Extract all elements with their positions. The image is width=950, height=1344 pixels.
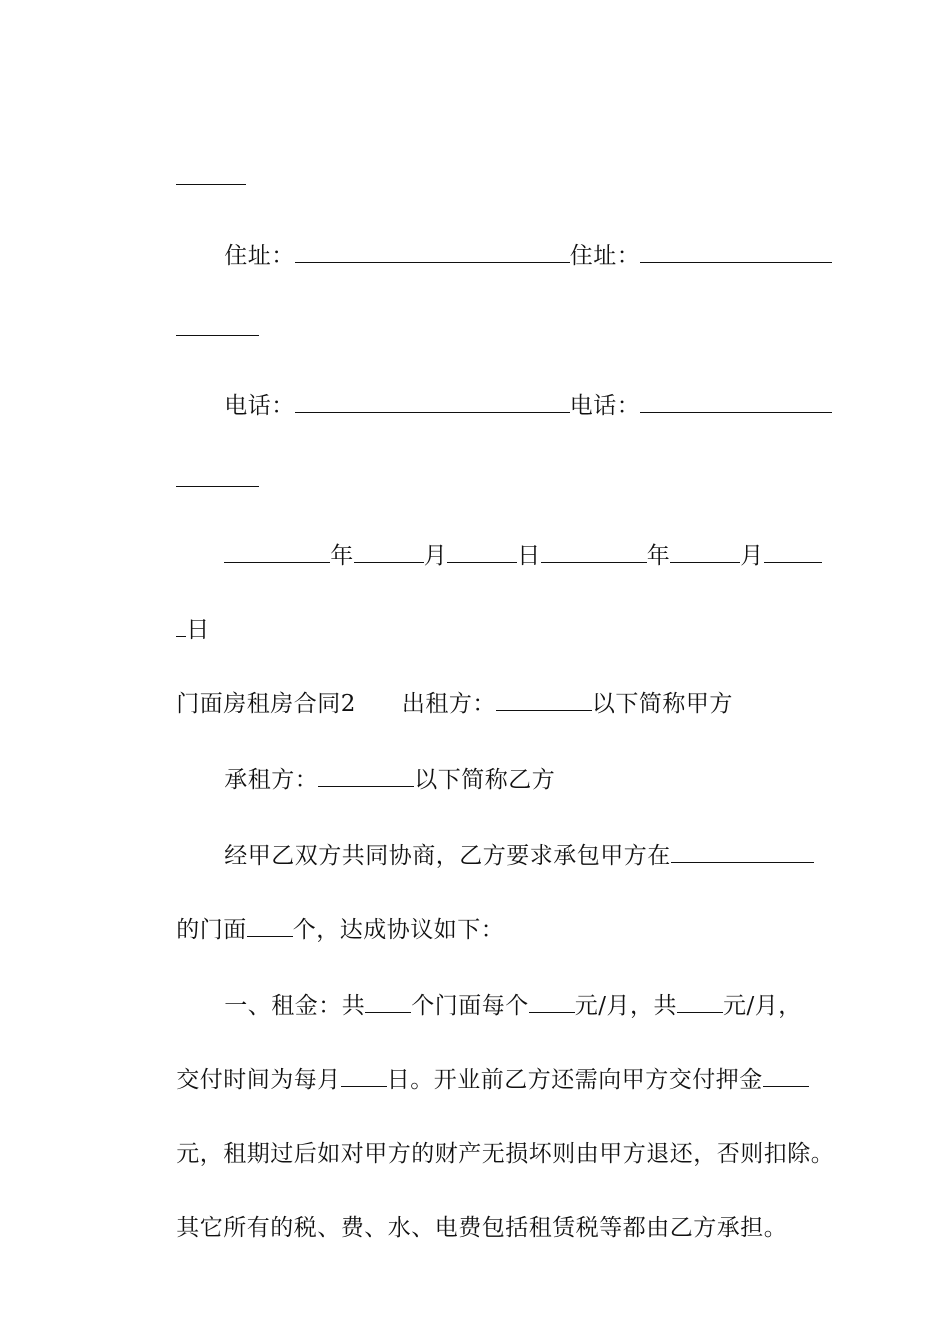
fill-blank [224,540,330,563]
fill-blank [677,990,723,1013]
fill-blank [763,1064,809,1087]
fill-blank [176,464,259,487]
date-month-label: 月 [423,543,448,569]
rent-text: 一、租金：共 [224,993,366,1019]
lessee-label: 承租方： [224,767,319,793]
rent-text: 交付时间为每月 [176,1067,341,1093]
rent-text: 元/月，共 [574,993,677,1019]
fill-blank [176,313,259,336]
rent-text: 日。开业前乙方还需向甲方交付押金 [386,1067,763,1093]
rent-text: 元，租期过后如对甲方的财产无损坏则由甲方退还，否则扣除。 [176,1141,835,1167]
date-year-label: 年 [330,543,354,569]
intro-text: 个，达成协议如下： [292,917,505,943]
lessor-suffix: 以下简称甲方 [591,691,733,717]
fill-blank [247,914,293,937]
date-row [193,510,822,601]
fill-blank [764,540,822,563]
rent-text: 其它所有的税、费、水、电费包括租赁税等都由乙方承担。 [176,1215,788,1241]
address-label-lessor: 住址： [224,243,295,269]
phone-label-lessor: 电话： [224,393,295,419]
date-day-label: 日 [517,543,541,569]
fill-blank [496,688,592,711]
fill-blank [541,540,647,563]
fill-blank [640,390,832,413]
fill-blank [354,540,424,563]
fill-blank [529,990,575,1013]
address-label-lessee: 住址： [569,243,641,269]
fill-blank [365,990,411,1013]
fill-blank [295,390,570,413]
fill-blank [670,540,740,563]
rent-text: 个门面每个 [411,993,529,1019]
date-day-label: 日 [186,617,210,643]
lessor-label: 出租方： [401,691,496,717]
phone-row [193,360,832,451]
fill-blank [447,540,517,563]
rent-text: 元/月， [723,993,802,1019]
contract-title: 门面房租房合同2 [176,691,356,717]
phone-label-lessee: 电话： [569,393,641,419]
fill-blank [176,162,246,185]
fill-blank [295,240,570,263]
rent-clause-line-4 [145,1183,787,1273]
fill-blank [176,614,186,637]
fill-blank [640,240,832,263]
address-row [193,210,832,301]
fill-blank [341,1064,387,1087]
fill-blank [671,840,814,863]
lessee-suffix: 以下简称乙方 [414,767,556,793]
date-year-label: 年 [646,543,671,569]
intro-text: 的门面 [176,917,247,943]
fill-blank [318,764,414,787]
intro-text: 经甲乙双方共同协商，乙方要求承包甲方在 [224,843,671,869]
date-month-label: 月 [740,543,764,569]
